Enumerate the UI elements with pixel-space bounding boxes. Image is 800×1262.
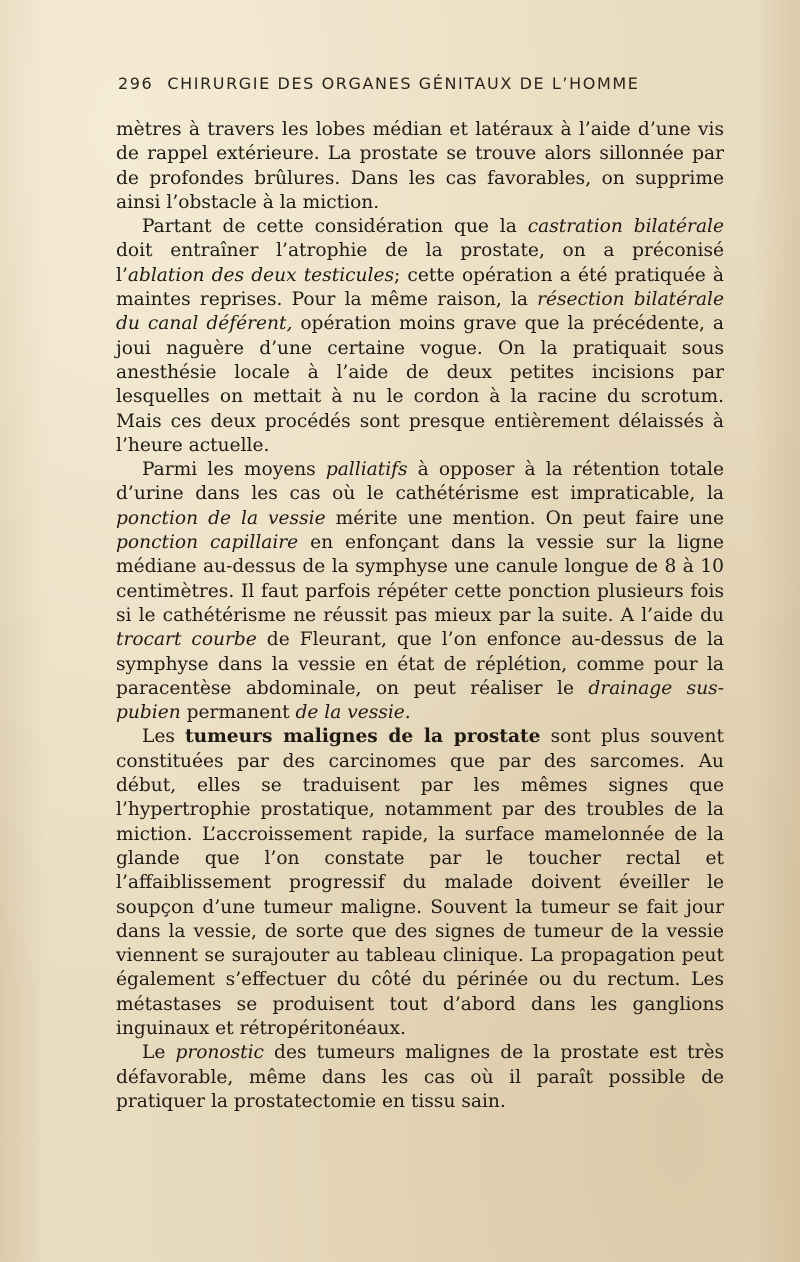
text-run: opération moins grave que la précédente, a joui naguère d’une certaine vogue. On la pratiquait sous anesthésie locale à l’aide de deux petites incisions par lesquelles on mettait à nu le cordon à la racine du scrotum. Mais ces deux procédés sont presque entièrement délaissés à l’heure actuelle. [116, 313, 724, 456]
text-run: permanent [180, 702, 296, 724]
paragraph-1 [116, 118, 724, 215]
text-run: Les [142, 726, 186, 748]
italic-term: drainage sus-pubien [116, 677, 724, 724]
italic-term: ponction capillaire [116, 532, 299, 554]
italic-term: trocart courbe [116, 629, 257, 651]
text-run: Partant de cette considération que la [142, 216, 528, 238]
text-run: à opposer à la rétention totale d’urine dans les cas où le cathétérisme est impraticable, la [116, 459, 724, 505]
italic-term: castration bilatérale [527, 216, 724, 238]
text-run: des tumeurs malignes de la prostate est très défavorable, même dans les cas où il paraît possible de pratiquer la prostatectomie en tissu sain. [116, 1042, 724, 1112]
running-header [118, 74, 728, 93]
body-text [116, 118, 724, 1114]
paragraph-5 [116, 1041, 724, 1114]
text-run: sont plus souvent constituées par des carcinomes que par des sarcomes. Au début, elles se traduisent par les mêmes signes que l’hypertrophie prostatique, notamment par des troubles de la miction. L’accroissement rapide, la surface mamelonnée de la glande que l’on constate par le toucher rectal et l’affaiblissement progressif du malade doivent éveiller le soupçon d’une tumeur maligne. Souvent la tumeur se fait jour dans la vessie, de sorte que des signes de tumeur de la vessie viennent se surajouter au tableau clinique. La propagation peut également s’effectuer du côté du périnée ou du rectum. Les métastases se produisent tout d’abord dans les ganglions inguinaux et rétropéritonéaux. [116, 726, 725, 1039]
paragraph-2 [116, 215, 724, 458]
paragraph-3 [116, 458, 724, 725]
text-run: mètres à travers les lobes médian et latéraux à l’aide d’une vis de rappel extérieure. La prostate se trouve alors sillonnée par de profondes brûlures. Dans les cas favorables, on supprime ainsi l’obstacle à la miction. [116, 119, 724, 213]
text-run: de Fleurant, que l’on enfonce au-dessus de la symphyse dans la vessie en état de réplétion, comme pour la paracentèse abdominale, on peut réaliser le [116, 629, 724, 699]
text-run: en enfonçant dans la vessie sur la ligne médiane au-dessus de la symphyse une canule longue de 8 à 10 centimètres. Il faut parfois répéter cette ponction plusieurs fois si le cathétérisme ne réussit pas mieux par la suite. A l’aide du [116, 532, 724, 626]
italic-term: pronostic [175, 1042, 264, 1064]
running-title: CHIRURGIE DES ORGANES GÉNITAUX DE L’HOMME [167, 74, 640, 93]
text-run: doit entraîner l’atrophie de la prostate, on a préconisé l’ [116, 240, 724, 286]
italic-term: ponction de la vessie [116, 507, 326, 529]
paragraph-4 [116, 725, 724, 1041]
italic-term: résection bilatérale du canal déférent, [116, 289, 724, 335]
text-run: ; cette opération a été pratiquée à maintes reprises. Pour la même raison, la [116, 264, 724, 311]
italic-term: de la vessie. [295, 702, 411, 724]
bold-heading-term: tumeurs malignes de la prostate [185, 726, 541, 748]
page-number: 296 [118, 74, 154, 93]
text-run: mérite une mention. On peut faire une [325, 507, 724, 529]
italic-term: ablation des deux testicules [127, 264, 395, 286]
text-run: Parmi les moyens [142, 459, 326, 481]
italic-term: palliatifs [325, 459, 408, 481]
text-run: Le [142, 1042, 176, 1064]
